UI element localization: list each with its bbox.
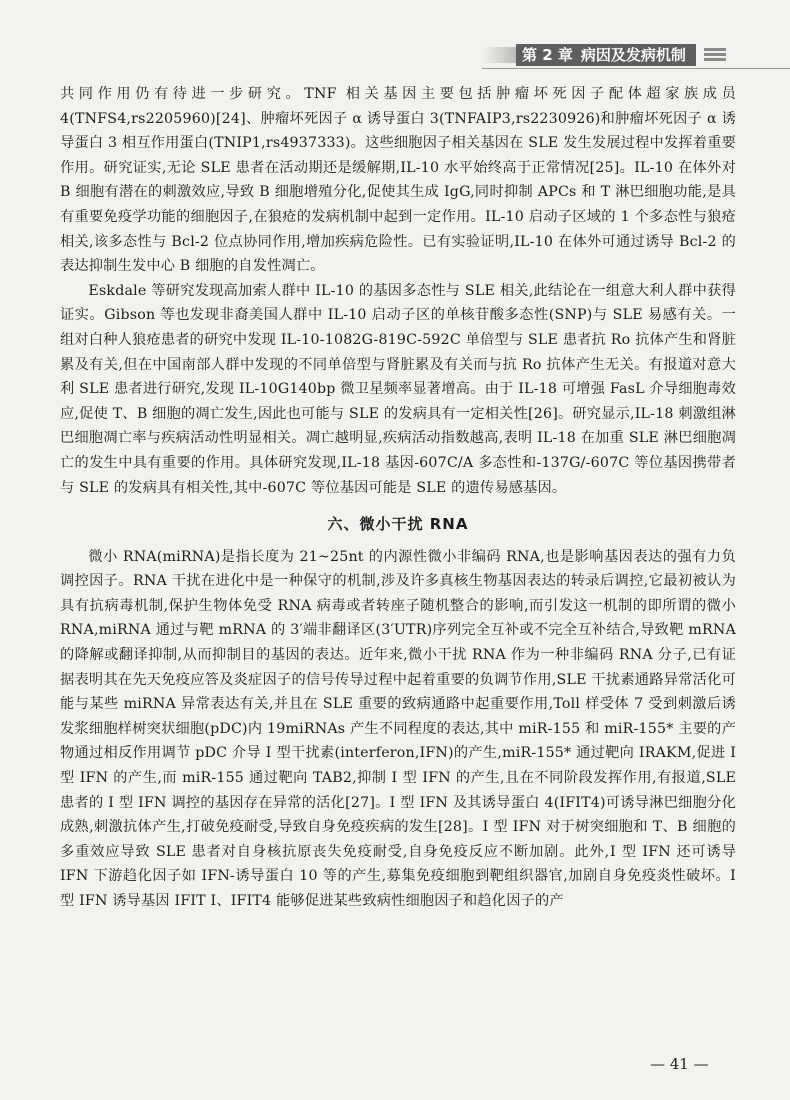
section-heading: 六、微小干扰 RNA — [327, 515, 469, 534]
header-fade-decoration — [482, 47, 516, 63]
page-body — [60, 82, 736, 914]
paragraph-il10-il18: Eskdale 等研究发现高加索人群中 IL-10 的基因多态性与 SLE 相关,此结论在一组意大利人群中获得证实。Gibson 等也发现非裔美国人群中 IL-10 启动子区的单核苷酸多态性(SNP)与 SLE 易感有关。一组对白种人狼疮患者的研究中发现 IL-10-1082G-819C-592C 单倍型与 SLE 患者抗 Ro 抗体产生和肾脏累及有关,但在中国南部人群中发现的不同单倍型与肾脏累及有关而与抗 Ro 抗体产生无关。有报道对意大利 SLE 患者进行研究,发现 IL-10G140bp 微卫星频率显著增高。由于 IL-18 可增强 FasL 介导细胞毒效应,促使 T、B 细胞的凋亡发生,因此也可能与 SLE 的发病具有一定相关性[26]。研究显示,IL-18 刺激组淋巴细胞凋亡率与疾病活动性明显相关。凋亡越明显,疾病活动指数越高,表明 IL-18 在加重 SLE 淋巴细胞凋亡的发生中具有重要的作用。具体研究发现,IL-18 基因-607C/A 多态性和-137G/-607C 等位基因携带者与 SLE 的发病具有相关性,其中-607C 等位基因可能是 SLE 的遗传易感基因。 — [60, 282, 736, 496]
running-header — [482, 44, 790, 66]
chapter-title: 病因及发病机制 — [580, 46, 686, 64]
paragraph-mirna: 微小 RNA(miRNA)是指长度为 21~25nt 的内源性微小非编码 RNA,也是影响基因表达的强有力负调控因子。RNA 干扰在进化中是一种保守的机制,涉及许多真核生物基因表达的转录后调控,它最初被认为具有抗病毒机制,保护生物体免受 RNA 病毒或者转座子随机整合的影响,而引发这一机制的即所谓的微小 RNA,miRNA 通过与靶 mRNA 的 3′端非翻译区(3′UTR)序列完全互补或不完全互补结合,导致靶 mRNA 的降解或翻译抑制,从而抑制目的基因的表达。近年来,微小干扰 RNA 作为一种非编码 RNA 分子,已有证据表明其在先天免疫应答及炎症因子的信号传导过程中起着重要的负调节作用,SLE 干扰素通路异常活化可能与某些 miRNA 异常表达有关,并且在 SLE 重要的致病通路中起重要作用,Toll 样受体 7 受到刺激后诱发浆细胞样树突状细胞(pDC)内 19miRNAs 产生不同程度的表达,其中 miR-155 和 miR-155* 主要的产物通过相反作用调节 pDC 介导 Ⅰ 型干扰素(interferon,IFN)的产生,miR-155* 通过靶向 IRAKM,促进 Ⅰ 型 IFN 的产生,而 miR-155 通过靶向 TAB2,抑制 Ⅰ 型 IFN 的产生,且在不同阶段发挥作用,有报道,SLE 患者的 Ⅰ 型 IFN 调控的基因存在异常的活化[27]。Ⅰ 型 IFN 及其诱导蛋白 4(IFIT4)可诱导淋巴细胞分化成熟,刺激抗体产生,打破免疫耐受,导致自身免疫疾病的发生[28]。Ⅰ 型 IFN 对于树突细胞和 T、B 细胞的多重效应导致 SLE 患者对自身核抗原丧失免疫耐受,自身免疫反应不断加剧。此外,Ⅰ 型 IFN 还可诱导 IFN 下游趋化因子如 IFN-诱导蛋白 10 等的产生,募集免疫细胞到靶组织器官,加剧自身免疫炎性破坏。Ⅰ 型 IFN 诱导基因 IFIT Ⅰ、IFIT4 能够促进某些致病性细胞因子和趋化因子的产 — [60, 548, 736, 909]
header-stripe-decoration — [704, 48, 726, 62]
header-rule — [482, 68, 790, 69]
paragraph-continued: 共同作用仍有待进一步研究。TNF 相关基因主要包括肿瘤坏死因子配体超家族成员 4(TNFS4,rs2205960)[24]、肿瘤坏死因子 α 诱导蛋白 3(TNFAIP3,rs2230926)和肿瘤坏死因子 α 诱导蛋白 3 相互作用蛋白(TNIP1,rs4937333)。这些细胞因子相关基因在 SLE 发生发展过程中发挥着重要作用。研究证实,无论 SLE 患者在活动期还是缓解期,IL-10 水平始终高于正常情况[25]。IL-10 在体外对 B 细胞有潜在的刺激效应,导致 B 细胞增殖分化,促使其生成 IgG,同时抑制 APCs 和 T 淋巴细胞功能,是具有重要免疫学功能的细胞因子,在狼疮的发病机制中起到一定作用。IL-10 启动子区域的 1 个多态性与狼疮相关,该多态性与 Bcl-2 位点协同作用,增加疾病危险性。已有实验证明,IL-10 在体外可通过诱导 Bcl-2 的表达抑制生发中心 B 细胞的自发性凋亡。 — [60, 86, 736, 275]
page-number: — 41 — — [650, 1055, 709, 1073]
chapter-number: 第 2 章 — [522, 46, 573, 64]
header-text — [522, 46, 686, 64]
